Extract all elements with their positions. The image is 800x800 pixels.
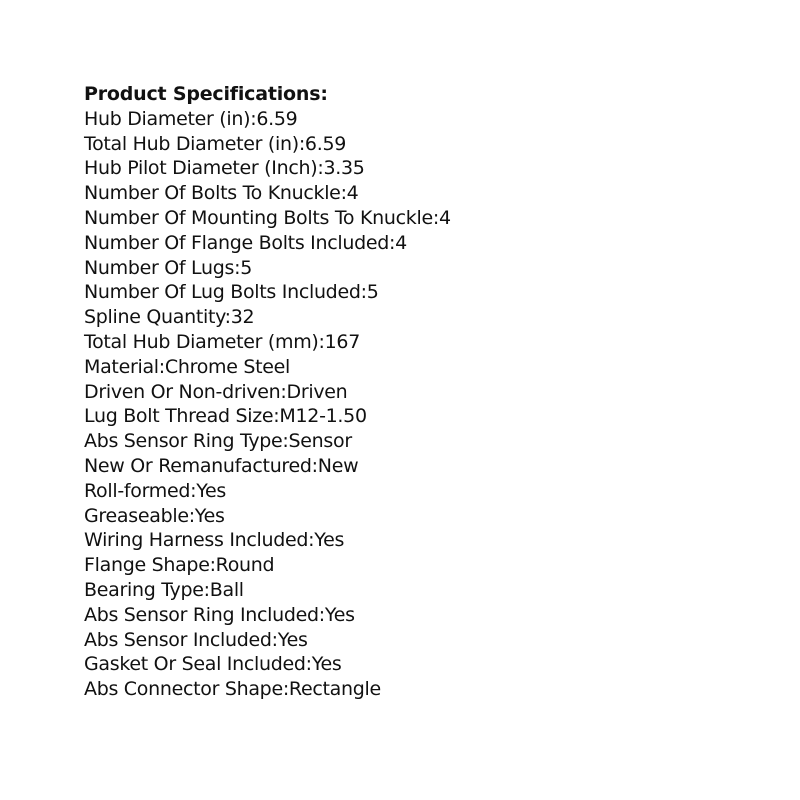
spec-row-lug-bolts-included: Number Of Lug Bolts Included:5 [84, 281, 379, 304]
spec-row-abs-sensor-ring-type: Abs Sensor Ring Type:Sensor [84, 430, 352, 453]
spec-row-flange-shape: Flange Shape:Round [84, 554, 275, 577]
product-specifications [84, 82, 784, 702]
spec-title: Product Specifications: [84, 83, 328, 105]
spec-row-wiring-harness-included: Wiring Harness Included:Yes [84, 529, 345, 552]
spec-row-hub-pilot-diameter: Hub Pilot Diameter (Inch):3.35 [84, 157, 365, 180]
spec-row-abs-connector-shape: Abs Connector Shape:Rectangle [84, 678, 381, 701]
spec-row-number-of-lugs: Number Of Lugs:5 [84, 256, 252, 279]
spec-row-roll-formed: Roll-formed:Yes [84, 479, 227, 502]
spec-row-bearing-type: Bearing Type:Ball [84, 578, 244, 601]
spec-row-greaseable: Greaseable:Yes [84, 504, 225, 527]
spec-row-driven: Driven Or Non-driven:Driven [84, 380, 348, 403]
spec-row-spline-quantity: Spline Quantity:32 [84, 306, 255, 329]
spec-row-mounting-bolts-to-knuckle: Number Of Mounting Bolts To Knuckle:4 [84, 206, 451, 229]
spec-row-gasket-or-seal-included: Gasket Or Seal Included:Yes [84, 653, 342, 676]
spec-row-abs-sensor-ring-included: Abs Sensor Ring Included:Yes [84, 603, 355, 626]
spec-row-lug-bolt-thread-size: Lug Bolt Thread Size:M12-1.50 [84, 405, 367, 428]
spec-list [84, 107, 784, 702]
spec-row-abs-sensor-included: Abs Sensor Included:Yes [84, 628, 308, 651]
spec-row-flange-bolts-included: Number Of Flange Bolts Included:4 [84, 231, 407, 254]
spec-row-bolts-to-knuckle: Number Of Bolts To Knuckle:4 [84, 182, 359, 205]
spec-row-material: Material:Chrome Steel [84, 355, 291, 378]
spec-row-new-or-remanufactured: New Or Remanufactured:New [84, 454, 359, 477]
spec-row-hub-diameter-in: Hub Diameter (in):6.59 [84, 107, 298, 130]
spec-row-total-hub-diameter-in: Total Hub Diameter (in):6.59 [84, 132, 347, 155]
spec-row-total-hub-diameter-mm: Total Hub Diameter (mm):167 [84, 330, 360, 353]
